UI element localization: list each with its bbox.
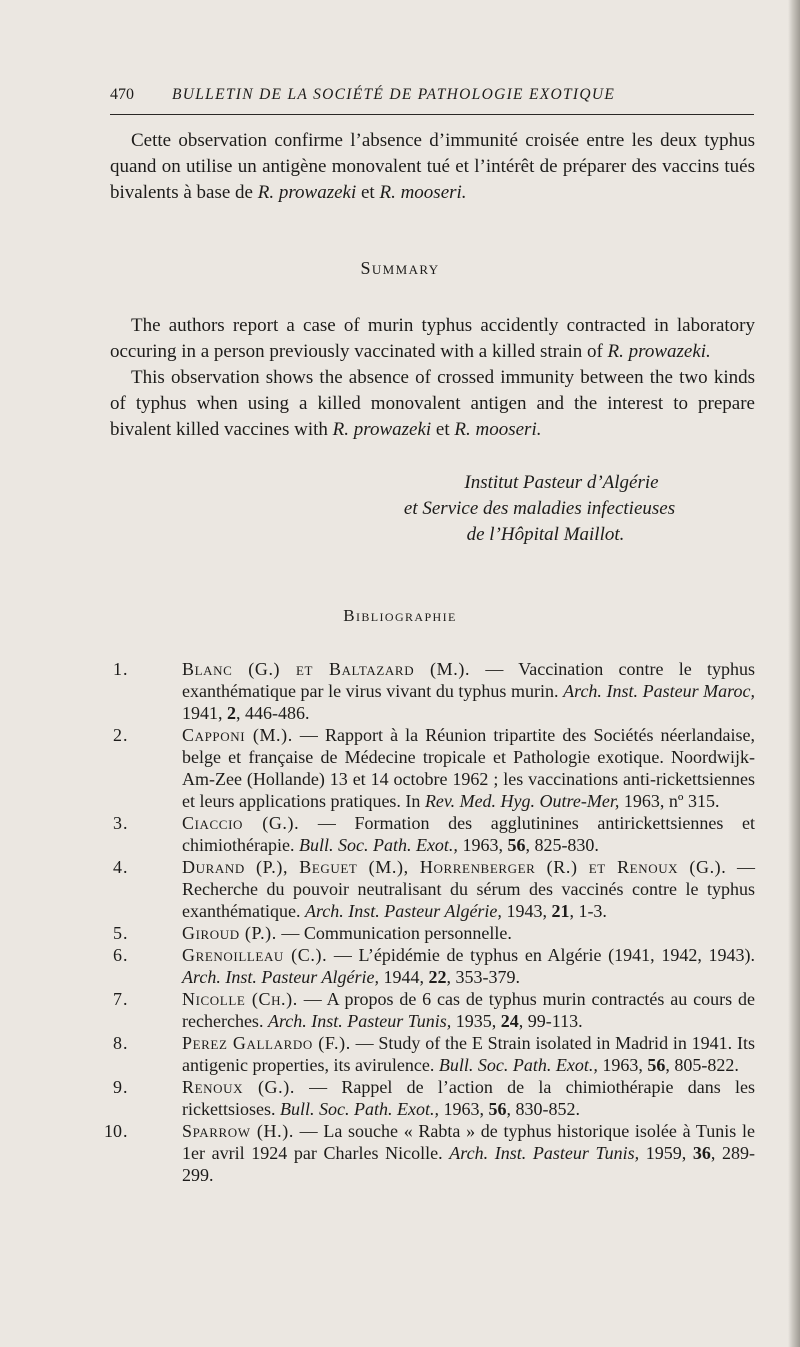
entry-authors: Blanc (G.) et Baltazard (M.).: [182, 659, 471, 679]
entry-number: 8: [113, 1033, 122, 1053]
affiliation-line-1: Institut Pasteur d’Algérie: [464, 472, 659, 493]
entry-journal: Bull. Soc. Path. Exot.,: [438, 1055, 598, 1075]
entry-authors: Ciaccio (G.).: [182, 813, 300, 833]
entry-authors: Grenoilleau (C.).: [182, 945, 328, 965]
entry-pages: , 830-852.: [506, 1099, 580, 1119]
entry-journal: Arch. Inst. Pasteur Tunis,: [267, 1011, 452, 1031]
bibliography-entry: [104, 1120, 756, 1186]
page-number: 470: [110, 86, 134, 103]
entry-title: — Recherche du pouvoir neutralisant du sérum des vaccinés contre le typhus exanthématique.: [182, 857, 755, 921]
entry-number-dot: .: [123, 1033, 128, 1053]
intro-mid: et: [356, 182, 380, 203]
entry-volume: 56: [647, 1055, 666, 1075]
entry-authors: Renoux (G.).: [182, 1077, 295, 1097]
entry-title: — Study of the E Strain isolated in Madrid in 1941. Its antigenic properties, its avirulence.: [182, 1033, 755, 1075]
entry-number: 7: [113, 989, 122, 1009]
entry-year: 1963,: [597, 1055, 648, 1075]
entry-year: 1941,: [182, 703, 227, 723]
intro-species-2: R. mooseri.: [379, 182, 467, 203]
entry-volume: 22: [428, 967, 447, 987]
entry-title: — Formation des agglutinines antirickettsiennes et chimiothérapie.: [182, 813, 755, 855]
entry-journal: Arch. Inst. Pasteur Tunis,: [449, 1143, 640, 1163]
entry-volume: 56: [507, 835, 526, 855]
entry-year: 1935,: [451, 1011, 501, 1031]
entry-journal: Bull. Soc. Path. Exot.,: [298, 835, 458, 855]
entry-year: 1963,: [457, 835, 508, 855]
entry-volume: 36: [692, 1143, 711, 1163]
entry-title: — A propos de 6 cas de typhus murin contractés au cours de recherches.: [182, 989, 755, 1031]
entry-authors: Durand (P.), Beguet (M.), Horrenberger (R.) et Renoux (G.).: [182, 857, 727, 877]
entry-authors: Giroud (P.).: [182, 923, 277, 943]
entry-number: 4: [113, 857, 122, 877]
running-title: BULLETIN DE LA SOCIÉTÉ DE PATHOLOGIE EXOTIQUE: [172, 86, 616, 103]
entry-authors: Sparrow (H.).: [182, 1121, 294, 1141]
affiliation-line-3: de l’Hôpital Maillot.: [466, 524, 625, 545]
bibliography-entry: [110, 1076, 755, 1120]
entry-number: 6: [113, 945, 122, 965]
entry-pages: , 289-299.: [182, 1143, 756, 1185]
bibliography-entry: [110, 1032, 755, 1076]
bibliography-entry: [110, 944, 755, 988]
running-header: [110, 84, 754, 115]
entry-pages: , 446-486.: [236, 703, 310, 723]
entry-number-dot: .: [123, 923, 128, 943]
entry-pages: , 1-3.: [569, 901, 607, 921]
entry-year: 1963,: [438, 1099, 489, 1119]
entry-number-dot: .: [123, 989, 128, 1009]
entry-year: 1959,: [639, 1143, 693, 1163]
entry-number: 2: [113, 725, 122, 745]
bibliography-entry: [110, 812, 755, 856]
affiliation-line-2: et Service des maladies infectieuses: [403, 498, 676, 519]
entry-number: 9: [113, 1077, 122, 1097]
intro-text: Cette observation confirme l’absence d’immunité croisée entre les deux typhus quand on utilise un antigène monovalent tué et l’intérêt de préparer des vaccins tués bivalents à base de: [110, 130, 755, 203]
entry-volume: 56: [488, 1099, 507, 1119]
entry-year: 1963,: [619, 791, 669, 811]
intro-paragraph: [110, 128, 755, 206]
entry-volume: 24: [500, 1011, 519, 1031]
entry-authors: Capponi (M.).: [182, 725, 293, 745]
bibliography-entry: [110, 922, 755, 944]
entry-number: 1: [113, 659, 122, 679]
entry-volume: 21: [551, 901, 570, 921]
entry-volume: 2: [227, 703, 236, 723]
entry-journal: Rev. Med. Hyg. Outre-Mer,: [424, 791, 620, 811]
bibliography-entry: [110, 724, 755, 812]
entry-number-dot: .: [123, 857, 128, 877]
entry-journal: Arch. Inst. Pasteur Maroc,: [563, 681, 756, 701]
entry-title: — L’épidémie de typhus en Algérie (1941, 1942, 1943).: [327, 945, 755, 965]
entry-authors: Nicolle (Ch.).: [182, 989, 298, 1009]
entry-number-dot: .: [123, 945, 128, 965]
entry-journal: Arch. Inst. Pasteur Algérie,: [182, 967, 379, 987]
entry-title: — Vaccination contre le typhus exanthématique par le virus vivant du typhus murin.: [182, 659, 755, 701]
entry-year: 1943,: [501, 901, 552, 921]
intro-species-1: R. prowazeki: [257, 182, 357, 203]
entry-authors: Perez Gallardo (F.).: [182, 1033, 351, 1053]
entry-pages: , 353-379.: [446, 967, 520, 987]
entry-pages: , 825-830.: [525, 835, 599, 855]
summary-section: [110, 313, 755, 443]
entry-title: — La souche « Rabta » de typhus historique isolée à Tunis le 1er avril 1924 par Charles Nicolle.: [182, 1121, 755, 1163]
entry-pages: , 99-113.: [518, 1011, 583, 1031]
entry-title: — Rappel de l’action de la chimiothérapie dans les rickettsioses.: [182, 1077, 756, 1119]
bibliography-entry: [110, 988, 755, 1032]
summary-paragraph-2: This observation shows the absence of crossed immunity between the two kinds of typhus when using a killed monovalent antigen and the interest to prepare bivalent killed vaccines with R. prowazeki et R. mooseri.: [110, 367, 755, 440]
entry-number: 3: [113, 813, 122, 833]
bibliography-heading: Bibliographie: [343, 606, 457, 625]
summary-heading: Summary: [360, 258, 440, 278]
page-edge-shadow: [788, 0, 800, 1347]
entry-number-dot: .: [123, 725, 128, 745]
entry-journal: Arch. Inst. Pasteur Algérie,: [304, 901, 502, 921]
entry-number-dot: .: [123, 1077, 128, 1097]
bibliography-list: [104, 658, 756, 1186]
entry-number-dot: .: [123, 659, 128, 679]
entry-pages: nº 315.: [668, 791, 720, 811]
affiliation: [300, 470, 755, 548]
entry-pages: , 805-822.: [665, 1055, 739, 1075]
entry-number: 10: [104, 1121, 122, 1141]
entry-year: 1944,: [378, 967, 429, 987]
entry-journal: Bull. Soc. Path. Exot.,: [279, 1099, 439, 1119]
entry-number: 5: [113, 923, 122, 943]
entry-title: — Rapport à la Réunion tripartite des Sociétés néerlandaise, belge et française de Médecine tropicale et Pathologie exotique. Noordwijk-Am-Zee (Hollande) 13 et 14 octobre 1962 ; les vaccinations anti-rickettsiennes et leurs applications pratiques. In: [182, 725, 755, 811]
entry-title: — Communication personnelle.: [276, 923, 512, 943]
bibliography-entry: [110, 856, 755, 922]
summary-paragraph-1: The authors report a case of murin typhus accidently contracted in laboratory occuring in a person previously vaccinated with a killed strain of R. prowazeki.: [110, 315, 755, 362]
bibliography-entry: [110, 658, 755, 724]
entry-number-dot: .: [123, 813, 128, 833]
entry-number-dot: .: [123, 1121, 128, 1141]
